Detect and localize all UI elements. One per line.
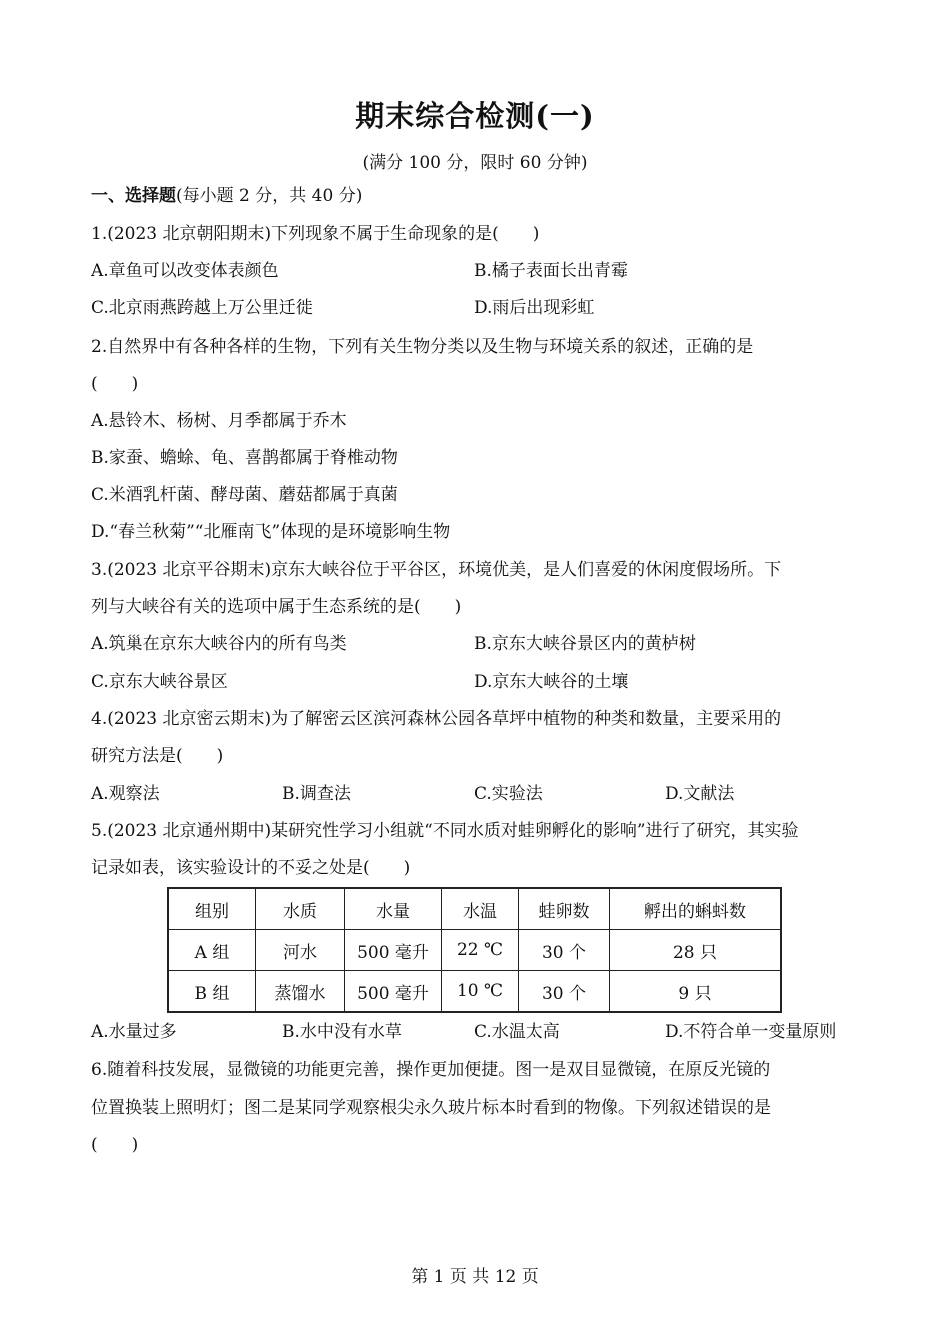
question-4-option-c: C.实验法 xyxy=(474,784,543,804)
question-1-option-c: C.北京雨燕跨越上万公里迁徙 xyxy=(91,298,313,318)
question-2-stem: 2.自然界中有各种各样的生物，下列有关生物分类以及生物与环境关系的叙述，正确的是 xyxy=(91,337,754,357)
page-footer: 第 1 页 共 12 页 xyxy=(411,1267,539,1287)
table-header-cell: 水量 xyxy=(345,888,442,930)
question-1-option-d: D.雨后出现彩虹 xyxy=(474,298,595,318)
table-cell: 河水 xyxy=(256,930,345,971)
table-cell: 28 只 xyxy=(610,930,782,971)
question-5-option-d: D.不符合单一变量原则 xyxy=(665,1022,837,1042)
question-5-option-a: A.水量过多 xyxy=(91,1022,177,1042)
table-cell: 蒸馏水 xyxy=(256,971,345,1013)
question-5-option-c: C.水温太高 xyxy=(474,1022,560,1042)
table-header-row xyxy=(168,888,781,930)
page-title: 期末综合检测(一) xyxy=(355,99,595,133)
question-4-stem: 4.(2023 北京密云期末)为了解密云区滨河森林公园各草坪中植物的种类和数量，主要采用的 xyxy=(91,709,782,729)
experiment-table xyxy=(167,887,782,1013)
question-2-option-a: A.悬铃木、杨树、月季都属于乔木 xyxy=(91,411,347,431)
question-3-stem-cont: 列与大峡谷有关的选项中属于生态系统的是( ) xyxy=(91,597,462,617)
table-cell: 500 毫升 xyxy=(345,930,442,971)
page-subtitle: (满分 100 分，限时 60 分钟) xyxy=(362,153,588,173)
question-5-option-b: B.水中没有水草 xyxy=(282,1022,402,1042)
table-header-cell: 水质 xyxy=(256,888,345,930)
section-heading-label: 一、选择题 xyxy=(91,186,176,206)
question-6-stem-cont: 位置换装上照明灯；图二是某同学观察根尖永久玻片标本时看到的物像。下列叙述错误的是 xyxy=(91,1098,771,1118)
table-cell: 9 只 xyxy=(610,971,782,1013)
table-cell: 30 个 xyxy=(519,930,610,971)
table-cell: A 组 xyxy=(168,930,256,971)
table-cell: 500 毫升 xyxy=(345,971,442,1013)
question-3-option-b: B.京东大峡谷景区内的黄栌树 xyxy=(474,634,696,654)
question-3-option-d: D.京东大峡谷的土壤 xyxy=(474,672,629,692)
question-4-option-a: A.观察法 xyxy=(91,784,160,804)
question-1-option-a: A.章鱼可以改变体表颜色 xyxy=(91,261,279,281)
question-2-option-d: D.“春兰秋菊”“北雁南飞”体现的是环境影响生物 xyxy=(91,522,451,542)
table-row xyxy=(168,930,781,971)
question-4-option-d: D.文献法 xyxy=(665,784,735,804)
question-3-option-a: A.筑巢在京东大峡谷内的所有鸟类 xyxy=(91,634,347,654)
table-cell: B 组 xyxy=(168,971,256,1013)
question-3-option-c: C.京东大峡谷景区 xyxy=(91,672,228,692)
table-cell: 10 ℃ xyxy=(442,971,519,1013)
question-2-option-c: C.米酒乳杆菌、酵母菌、蘑菇都属于真菌 xyxy=(91,485,398,505)
question-5-stem: 5.(2023 北京通州期中)某研究性学习小组就“不同水质对蛙卵孵化的影响”进行了研究，其实验 xyxy=(91,821,799,841)
question-3-stem: 3.(2023 北京平谷期末)京东大峡谷位于平谷区，环境优美，是人们喜爱的休闲度假场所。下 xyxy=(91,560,782,580)
section-note: (每小题 2 分，共 40 分) xyxy=(176,186,363,206)
question-4-option-b: B.调查法 xyxy=(282,784,351,804)
question-5-stem-cont: 记录如表，该实验设计的不妥之处是( ) xyxy=(91,858,411,878)
question-1-option-b: B.橘子表面长出青霉 xyxy=(474,261,628,281)
table-header-cell: 水温 xyxy=(442,888,519,930)
table-cell: 30 个 xyxy=(519,971,610,1013)
table-header-cell: 孵出的蝌蚪数 xyxy=(610,888,782,930)
table-cell: 22 ℃ xyxy=(442,930,519,971)
table-header-cell: 组别 xyxy=(168,888,256,930)
question-1-stem: 1.(2023 北京朝阳期末)下列现象不属于生命现象的是( ) xyxy=(91,224,540,244)
question-6-stem-cont-2: ( ) xyxy=(91,1135,139,1155)
section-heading xyxy=(91,184,362,208)
question-2-stem-cont: ( ) xyxy=(91,374,139,394)
question-6-stem: 6.随着科技发展，显微镜的功能更完善，操作更加便捷。图一是双目显微镜，在原反光镜的 xyxy=(91,1060,771,1080)
table-row xyxy=(168,971,781,1013)
table-header-cell: 蛙卵数 xyxy=(519,888,610,930)
question-2-option-b: B.家蚕、蟾蜍、龟、喜鹊都属于脊椎动物 xyxy=(91,448,398,468)
question-4-stem-cont: 研究方法是( ) xyxy=(91,746,224,766)
